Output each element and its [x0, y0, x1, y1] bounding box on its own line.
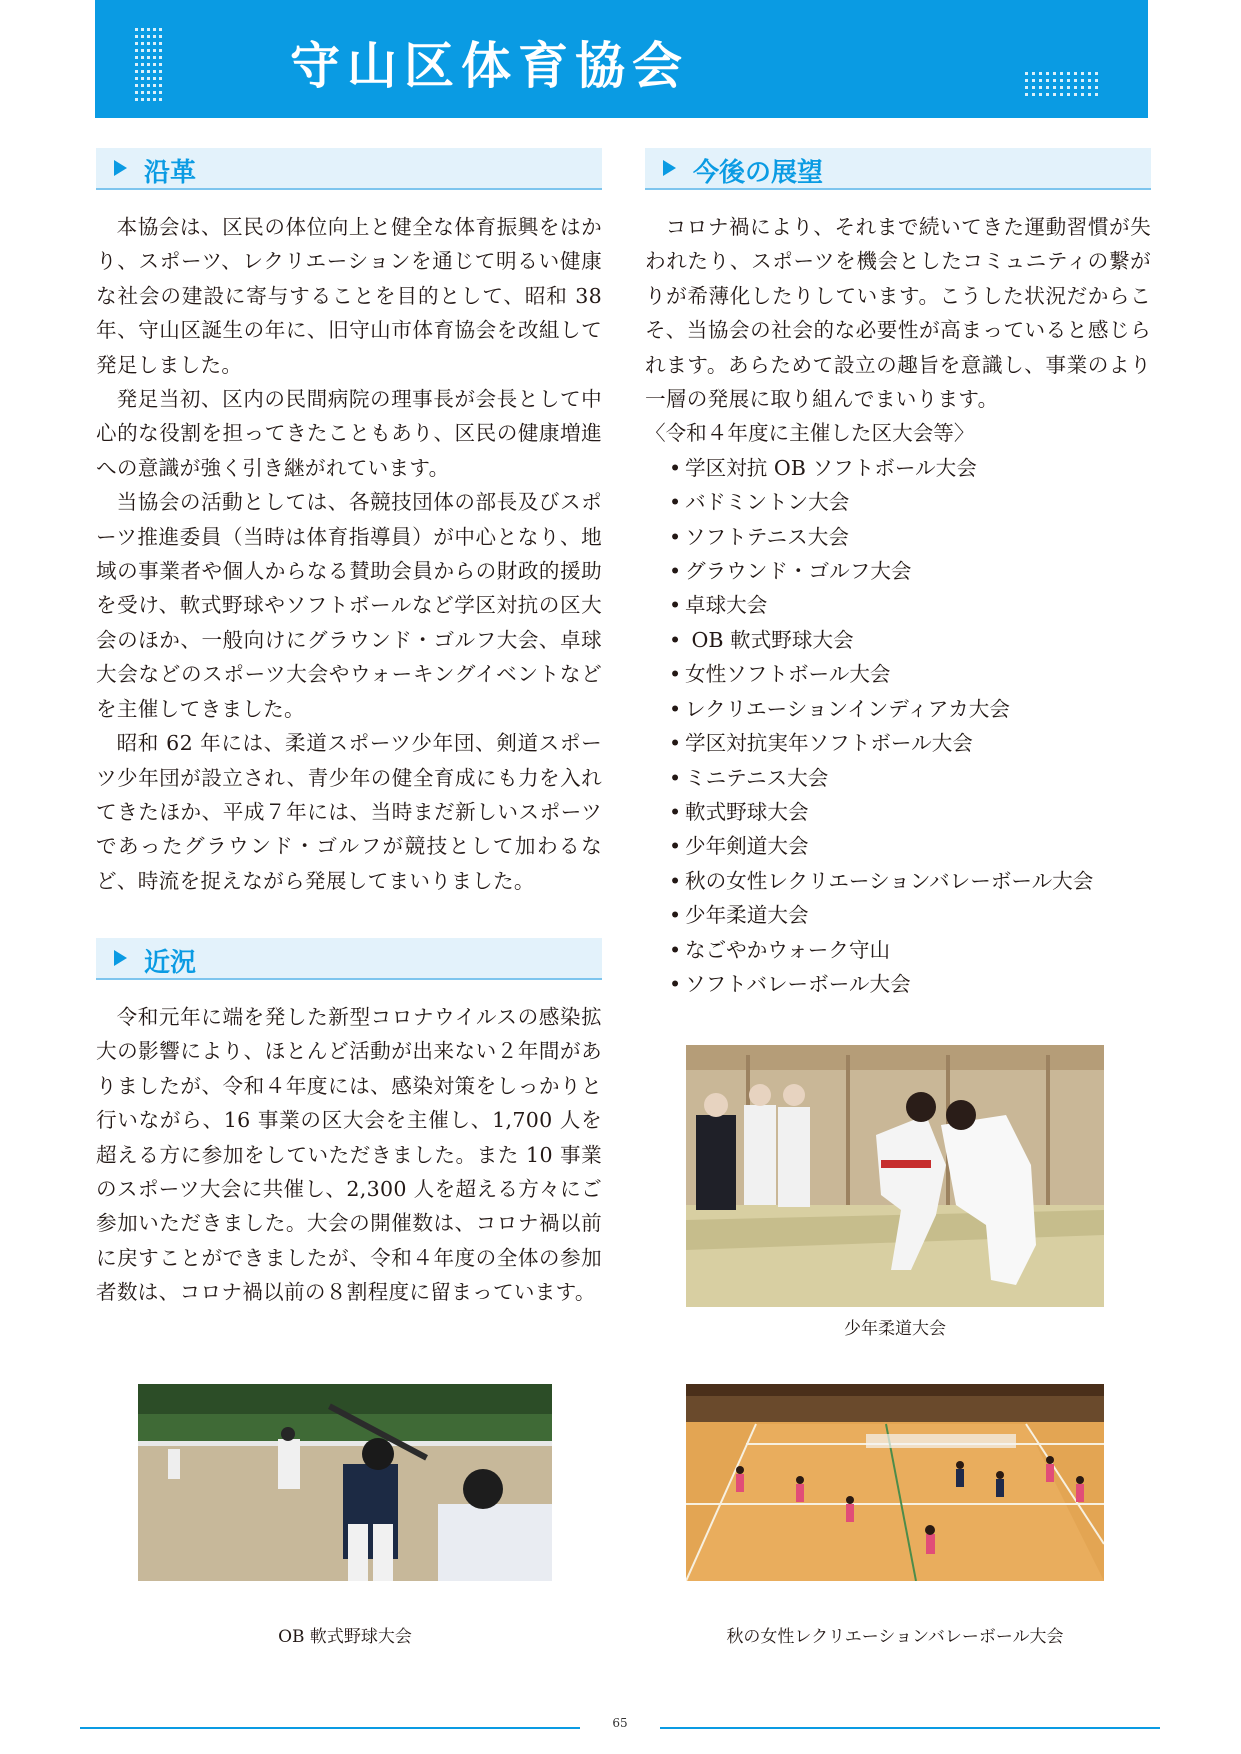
list-item: • 少年剣道大会: [669, 834, 809, 859]
decorative-dots-right: [1025, 72, 1103, 102]
title-banner: [95, 0, 1148, 118]
decorative-dots-left: [135, 28, 163, 106]
history-heading-bar: [96, 148, 602, 190]
history-paragraph-2: 発足当初、区内の民間病院の理事長が会長として中心的な役割を担ってきたこともあり、区民の健康増進への意識が強く引き継がれています。: [96, 387, 602, 480]
recent-heading: 近況: [144, 948, 197, 978]
event-list-title: 〈令和４年度に主催した区大会等〉: [645, 421, 975, 446]
list-item: • なごやかウォーク守山: [669, 937, 891, 962]
history-paragraph-3: 当協会の活動としては、各競技団体の部長及びスポーツ推進委員（当時は体育指導員）が中心となり、地域の事業者や個人からなる賛助会員からの財政的援助を受け、軟式野球やソフトボールなど学区対抗の区大会のほか、一般向けにグラウンド・ゴルフ大会、卓球大会などのスポーツ大会やウォーキングイベントなどを主催してきました。: [96, 490, 602, 721]
recent-section: [96, 938, 602, 1310]
footer-line-left: [80, 1727, 580, 1729]
list-item: • 学区対抗実年ソフトボール大会: [669, 731, 973, 756]
outlook-paragraph: コロナ禍により、それまで続いてきた運動習慣が失われたり、スポーツを機会としたコミュニティの繋がりが希薄化したりしています。こうした状況だからこそ、当協会の社会的な必要性が高まっていると感じられます。あらためて設立の趣旨を意識し、事業のより一層の発展に取り組んでまいります。: [645, 215, 1151, 412]
list-item: • バドミントン大会: [669, 490, 850, 515]
page-number: 65: [612, 1716, 628, 1730]
page-title: 守山区体育協会: [290, 37, 689, 95]
baseball-caption: OB 軟式野球大会: [278, 1627, 412, 1647]
list-item: • レクリエーションインディアカ大会: [669, 696, 1010, 721]
recent-heading-bar: [96, 938, 602, 980]
list-item: • グラウンド・ゴルフ大会: [669, 559, 912, 584]
judo-photo: [686, 1045, 1104, 1307]
event-list: [645, 451, 1151, 1002]
footer-line-right: [660, 1727, 1160, 1729]
outlook-heading-bar: [645, 148, 1151, 190]
recent-paragraph: 令和元年に端を発した新型コロナウイルスの感染拡大の影響により、ほとんど活動が出来ない２年間がありましたが、令和４年度には、感染対策をしっかりと行いながら、16 事業の区大会を主催し、1,700 人を超える方に参加をしていただきました。また 10 事業のスポーツ大会に共催し、2,300 人を超える方々にご参加いただきました。大会の開催数は、コロナ禍以前に戻すことができましたが、令和４年度の全体の参加者数は、コロナ禍以前の８割程度に留まっています。: [96, 1005, 602, 1305]
history-paragraph-4: 昭和 62 年には、柔道スポーツ少年団、剣道スポーツ少年団が設立され、青少年の健全育成にも力を入れてきたほか、平成７年には、当時まだ新しいスポーツであったグラウンド・ゴルフが競技として加わるなど、時流を捉えながら発展してまいりました。: [96, 731, 602, 893]
list-item: • ソフトバレーボール大会: [669, 971, 911, 996]
triangle-marker-icon: [114, 160, 127, 176]
list-item: • 女性ソフトボール大会: [669, 662, 891, 687]
history-section: [96, 148, 602, 898]
list-item: • 秋の女性レクリエーションバレーボール大会: [669, 868, 1094, 893]
outlook-heading: 今後の展望: [693, 158, 824, 188]
list-item: • 軟式野球大会: [669, 799, 809, 824]
list-item: • 少年柔道大会: [669, 903, 809, 928]
list-item: • OB 軟式野球大会: [669, 627, 854, 652]
list-item: • ミニテニス大会: [669, 765, 829, 790]
judo-caption: 少年柔道大会: [844, 1319, 946, 1339]
list-item: • ソフトテニス大会: [669, 524, 849, 549]
history-heading: 沿革: [144, 158, 197, 188]
list-item: • 卓球大会: [669, 593, 768, 618]
triangle-marker-icon: [114, 950, 127, 966]
volleyball-photo: [686, 1384, 1104, 1581]
volleyball-caption: 秋の女性レクリエーションバレーボール大会: [726, 1627, 1064, 1647]
baseball-photo: [138, 1384, 552, 1581]
outlook-section: [645, 148, 1151, 1001]
triangle-marker-icon: [663, 160, 676, 176]
history-paragraph-1: 本協会は、区民の体位向上と健全な体育振興をはかり、スポーツ、レクリエーションを通じて明るい健康な社会の建設に寄与することを目的として、昭和 38 年、守山区誕生の年に、旧守山市体育協会を改組して発足しました。: [96, 215, 602, 377]
list-item: • 学区対抗 OB ソフトボール大会: [669, 455, 977, 480]
